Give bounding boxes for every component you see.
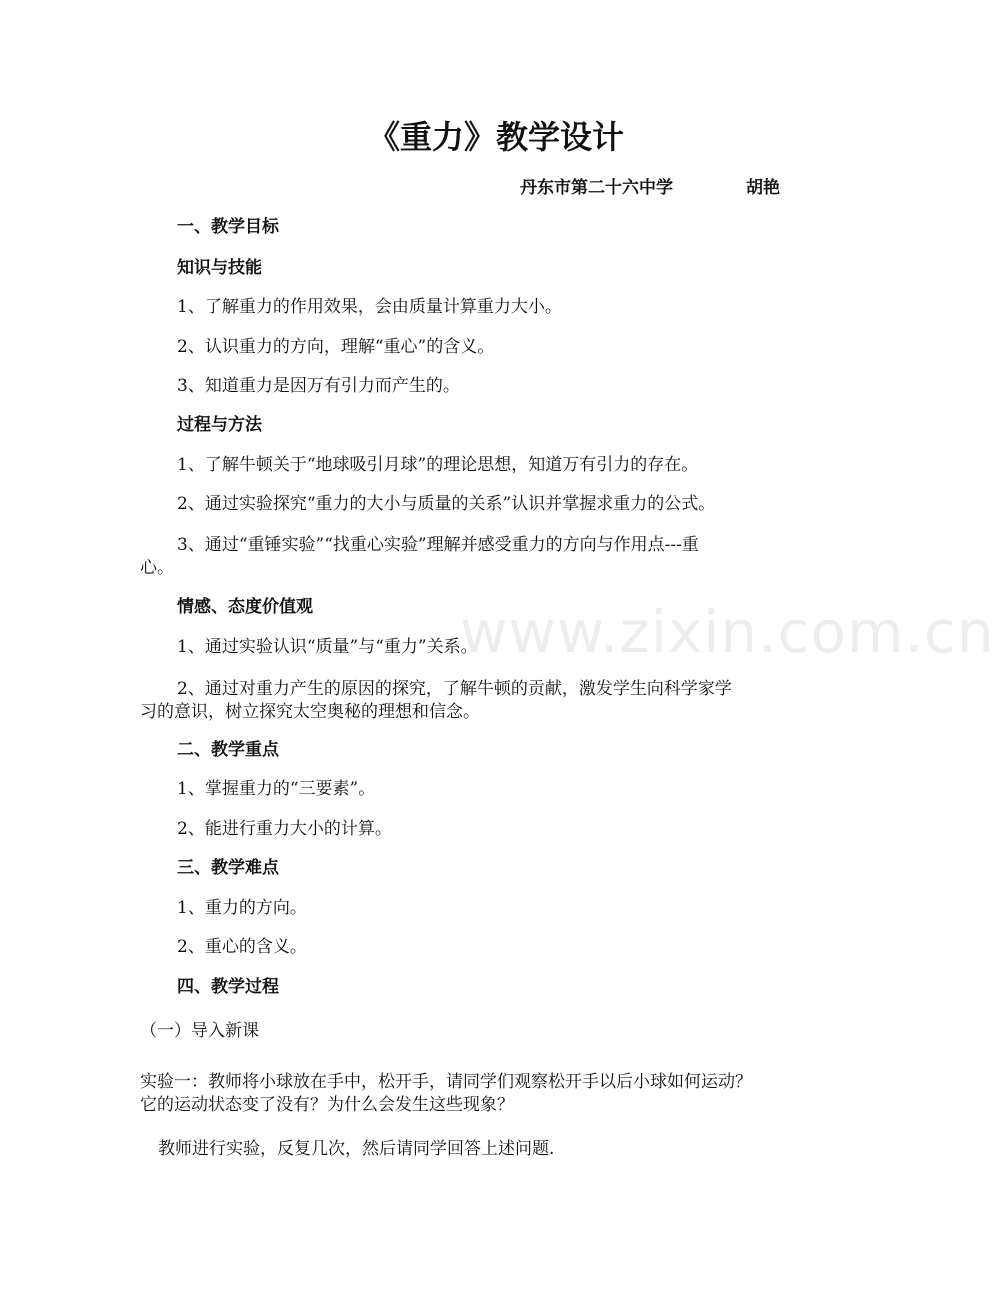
subheading-knowledge-skills: 知识与技能 <box>177 258 262 278</box>
author-school: 丹东市第二十六中学 <box>520 178 673 198</box>
section-heading-difficulties: 三、教学难点 <box>177 858 279 878</box>
list-item: 1、通过实验认识“质量”与“重力”关系。 <box>177 637 478 657</box>
author-name: 胡艳 <box>746 178 780 198</box>
subheading-values: 情感、态度价值观 <box>177 597 313 617</box>
list-item: 3、通过“重锤实验”“找重心实验”理解并感受重力的方向与作用点---重 <box>177 535 699 555</box>
list-item-continuation: 习的意识，树立探究太空奥秘的理想和信念。 <box>140 702 480 722</box>
list-item: 3、知道重力是因万有引力而产生的。 <box>177 376 460 396</box>
list-item: 2、能进行重力大小的计算。 <box>177 819 392 839</box>
list-item: 1、了解重力的作用效果，会由质量计算重力大小。 <box>177 297 562 317</box>
list-item: 1、重力的方向。 <box>177 898 307 918</box>
list-item: 2、通过对重力产生的原因的探究，了解牛顿的贡献，激发学生向科学家学 <box>177 679 732 699</box>
list-item: 2、通过实验探究“重力的大小与质量的关系”认识并掌握求重力的公式。 <box>177 494 716 514</box>
section-heading-process: 四、教学过程 <box>177 977 279 997</box>
document-title: 《重力》教学设计 <box>368 118 625 156</box>
list-item: 2、重心的含义。 <box>177 937 307 957</box>
list-item: 2、认识重力的方向，理解“重心”的含义。 <box>177 337 495 357</box>
teacher-note: 教师进行实验，反复几次，然后请同学回答上述问题. <box>158 1139 555 1159</box>
subheading-intro: （一）导入新课 <box>140 1021 259 1041</box>
experiment-text-line1: 实验一：教师将小球放在手中，松开手，请同学们观察松开手以后小球如何运动？ <box>140 1072 752 1092</box>
watermark: www.zixin.com.cn <box>460 598 995 666</box>
list-item-continuation: 心。 <box>140 558 174 578</box>
subheading-process-methods: 过程与方法 <box>177 415 262 435</box>
list-item: 1、掌握重力的“三要素”。 <box>177 779 376 799</box>
experiment-text-line2: 它的运动状态变了没有？为什么会发生这些现象？ <box>140 1095 514 1115</box>
list-item: 1、了解牛顿关于“地球吸引月球”的理论思想，知道万有引力的存在。 <box>177 455 699 475</box>
section-heading-key-points: 二、教学重点 <box>177 740 279 760</box>
section-heading-objectives: 一、教学目标 <box>177 217 279 237</box>
